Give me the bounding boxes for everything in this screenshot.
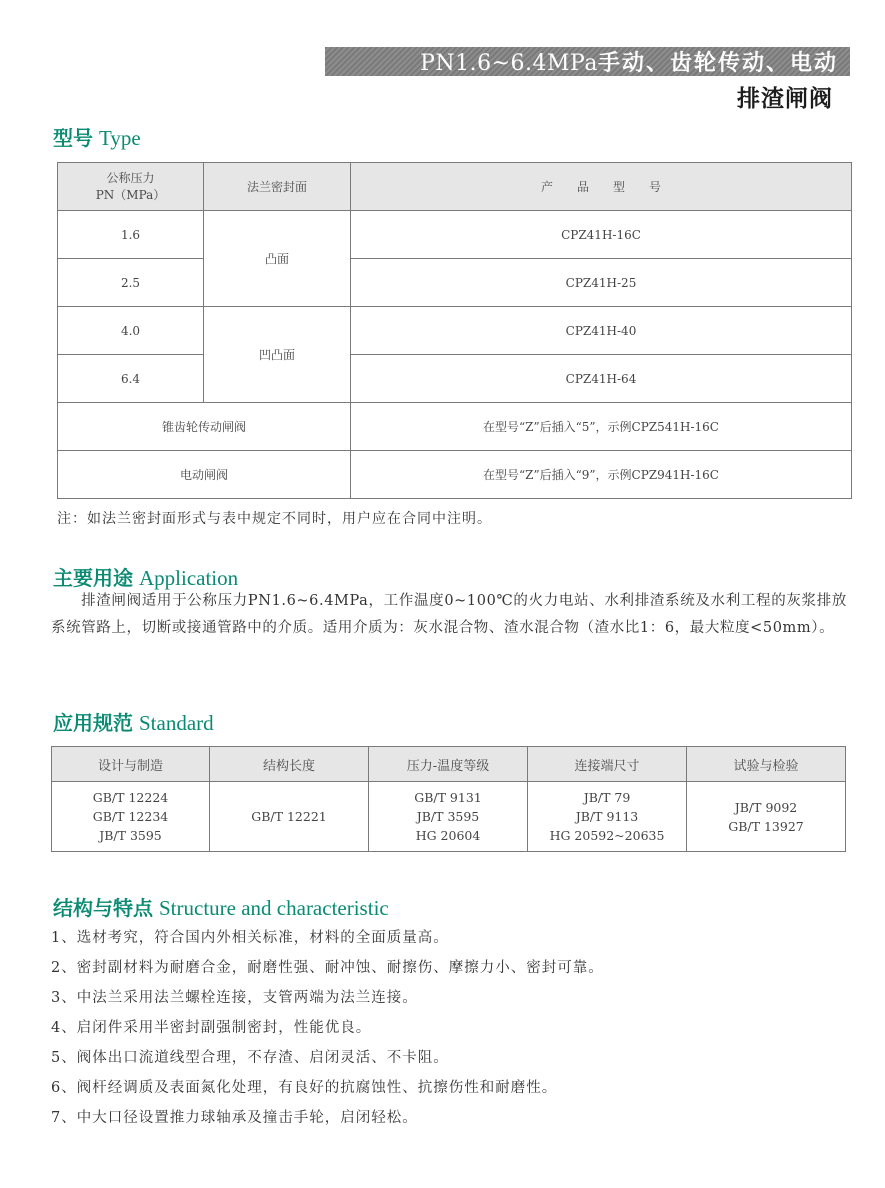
model-cell: CPZ41H-40 (351, 307, 852, 355)
application-title-en: Application (139, 566, 239, 590)
design-standards-cell (52, 782, 210, 852)
model-cell: CPZ41H-64 (351, 355, 852, 403)
standard-title-cn: 应用规范 (53, 711, 133, 735)
standard-code: JB/T 9092 (734, 799, 798, 815)
header-pressure-line2: PN（MPa） (95, 187, 166, 202)
standard-code: JB/T 9113 (575, 809, 639, 824)
list-item: 2、密封副材料为耐磨合金，耐磨性强、耐冲蚀、耐擦伤、摩擦力小、密封可靠。 (51, 960, 604, 976)
list-item: 4、启闭件采用半密封副强制密封，性能优良。 (51, 1020, 372, 1036)
feature-list (51, 928, 604, 1138)
header-pressure (58, 163, 204, 211)
header-pressure-line1: 公称压力 (106, 170, 155, 185)
list-item: 1、选材考究，符合国内外相关标准，材料的全面质量高。 (51, 930, 449, 946)
application-text-body: 排渣闸阀适用于公称压力PN1.6~6.4MPa，工作温度0~100℃的火力电站、水利排渣系统及水利工程的灰浆排放系统管路上，切断或接通管路中的介质。适用介质为：灰水混合物、渣水混合物（渣水比1：6，最大粒度<50mm）。 (51, 593, 847, 636)
header-flange: 法兰密封面 (204, 163, 351, 211)
connection-standards-cell (528, 782, 687, 852)
flange-cell: 凸面 (204, 211, 351, 307)
table-row (58, 451, 852, 499)
table-row (58, 403, 852, 451)
flange-cell: 凹凸面 (204, 307, 351, 403)
table-row (58, 355, 852, 403)
test-standards-cell (687, 782, 846, 852)
page-subtitle: 排渣闸阀 (737, 86, 833, 112)
application-section-title (53, 562, 238, 591)
pressure-cell: 2.5 (58, 259, 204, 307)
variant-label-cell: 锥齿轮传动闸阀 (58, 403, 351, 451)
standard-code: GB/T 12224 (92, 790, 169, 805)
table-row (58, 307, 852, 355)
standard-code: HG 20604 (415, 828, 481, 843)
standard-code: HG 20592~20635 (549, 828, 665, 843)
standard-code: GB/T 12221 (251, 809, 327, 824)
header-model: 产 品 型 号 (351, 163, 852, 211)
type-note: 注：如法兰密封面形式与表中规定不同时，用户应在合同中注明。 (57, 511, 492, 527)
standard-table-header (52, 747, 846, 782)
header-connection: 连接端尺寸 (528, 747, 687, 782)
header-test: 试验与检验 (687, 747, 846, 782)
application-text (51, 588, 847, 642)
pressure-cell: 1.6 (58, 211, 204, 259)
table-row (52, 782, 846, 852)
header-design: 设计与制造 (52, 747, 210, 782)
variant-model-cell: 在型号“Z”后插入“9”，示例CPZ941H-16C (351, 451, 852, 499)
table-row (58, 259, 852, 307)
table-row (58, 211, 852, 259)
variant-model-cell: 在型号“Z”后插入“5”，示例CPZ541H-16C (351, 403, 852, 451)
pressure-cell: 4.0 (58, 307, 204, 355)
pressure-standards-cell (369, 782, 528, 852)
list-item: 6、阀杆经调质及表面氮化处理，有良好的抗腐蚀性、抗擦伤性和耐磨性。 (51, 1080, 558, 1096)
header-length: 结构长度 (210, 747, 369, 782)
application-title-cn: 主要用途 (53, 566, 133, 590)
model-cell: CPZ41H-16C (351, 211, 852, 259)
header-title-cn: 手动、齿轮传动、电动 (597, 51, 838, 76)
model-cell: CPZ41H-25 (351, 259, 852, 307)
type-table (57, 162, 852, 499)
structure-title-en: Structure and characteristic (159, 896, 389, 920)
type-title-cn: 型号 (53, 126, 93, 150)
standard-title-en: Standard (139, 711, 214, 735)
list-item: 5、阀体出口流道线型合理，不存渣、启闭灵活、不卡阻。 (51, 1050, 449, 1066)
standard-code: GB/T 13927 (728, 818, 804, 834)
structure-section-title (53, 892, 389, 921)
standard-section-title (53, 707, 214, 736)
header-pressure-temp: 压力-温度等级 (369, 747, 528, 782)
type-table-header (58, 163, 852, 211)
type-title-en: Type (99, 126, 141, 150)
list-item: 3、中法兰采用法兰螺栓连接，支管两端为法兰连接。 (51, 990, 418, 1006)
header-title-en: PN1.6~6.4MPa (420, 51, 598, 76)
header-bar (325, 47, 850, 76)
standard-code: JB/T 3595 (99, 828, 162, 843)
standard-table (51, 746, 846, 852)
standard-code: GB/T 12234 (92, 809, 169, 824)
standard-code: GB/T 9131 (414, 790, 482, 805)
header-title (420, 46, 838, 77)
type-section-title (53, 122, 141, 151)
length-standards-cell (210, 782, 369, 852)
variant-label-cell: 电动闸阀 (58, 451, 351, 499)
standard-code: JB/T 79 (583, 790, 631, 805)
pressure-cell: 6.4 (58, 355, 204, 403)
list-item: 7、中大口径设置推力球轴承及撞击手轮，启闭轻松。 (51, 1110, 418, 1126)
structure-title-cn: 结构与特点 (53, 896, 153, 920)
standard-code: JB/T 3595 (416, 809, 480, 824)
